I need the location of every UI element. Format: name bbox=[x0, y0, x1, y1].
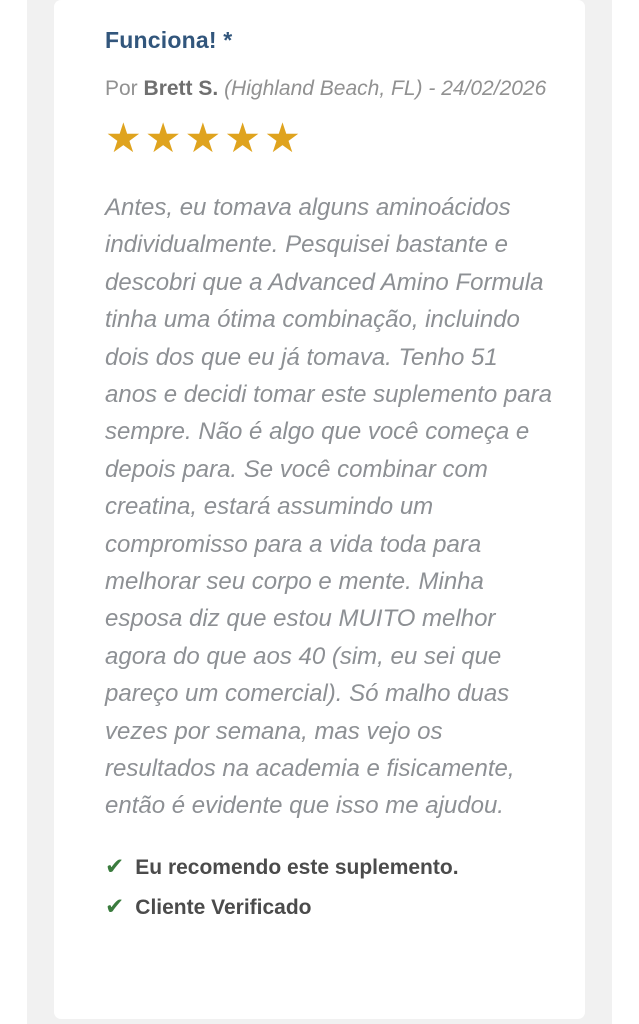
review-location: (Highland Beach, FL) bbox=[224, 76, 423, 100]
review-flags bbox=[105, 848, 541, 928]
review-card bbox=[54, 0, 585, 1019]
review-author: Brett S. bbox=[143, 76, 219, 100]
star-rating bbox=[105, 113, 541, 164]
star-icon: ★ bbox=[105, 113, 145, 162]
verified-row bbox=[105, 888, 541, 928]
check-icon: ✔ bbox=[105, 894, 125, 921]
byline-separator: - bbox=[428, 76, 436, 100]
recommend-row bbox=[105, 848, 541, 888]
recommend-label: Eu recomendo este suplemento. bbox=[135, 855, 459, 879]
review-body: Antes, eu tomava alguns aminoácidos individualmente. Pesquisei bastante e descobri que a Advanced Amino Formula tinha uma ótima combinação, incluindo dois dos que eu já tomava. Tenho 51 anos e decidi tomar este suplemento para sempre. Não é algo que você começa e depois para. Se você combinar com creatina, estará assumindo um compromisso para a vida toda para melhorar seu corpo e mente. Minha esposa diz que estou MUITO melhor agora do que aos 40 (sim, eu sei que pareço um comercial). Só malho duas vezes por semana, mas vejo os resultados na academia e fisicamente, então é evidente que isso me ajudou. bbox=[105, 193, 552, 820]
star-icon: ★ bbox=[144, 113, 185, 162]
verified-label: Cliente Verificado bbox=[135, 895, 312, 919]
review-title: Funciona! * bbox=[105, 27, 233, 53]
check-icon: ✔ bbox=[105, 854, 125, 881]
star-icon: ★ bbox=[224, 113, 265, 162]
byline-prefix: Por bbox=[105, 76, 138, 100]
review-date: 24/02/2026 bbox=[441, 76, 547, 100]
page-background bbox=[27, 0, 612, 1024]
star-icon: ★ bbox=[264, 113, 304, 162]
star-icon: ★ bbox=[184, 113, 225, 162]
review-byline bbox=[105, 69, 550, 108]
